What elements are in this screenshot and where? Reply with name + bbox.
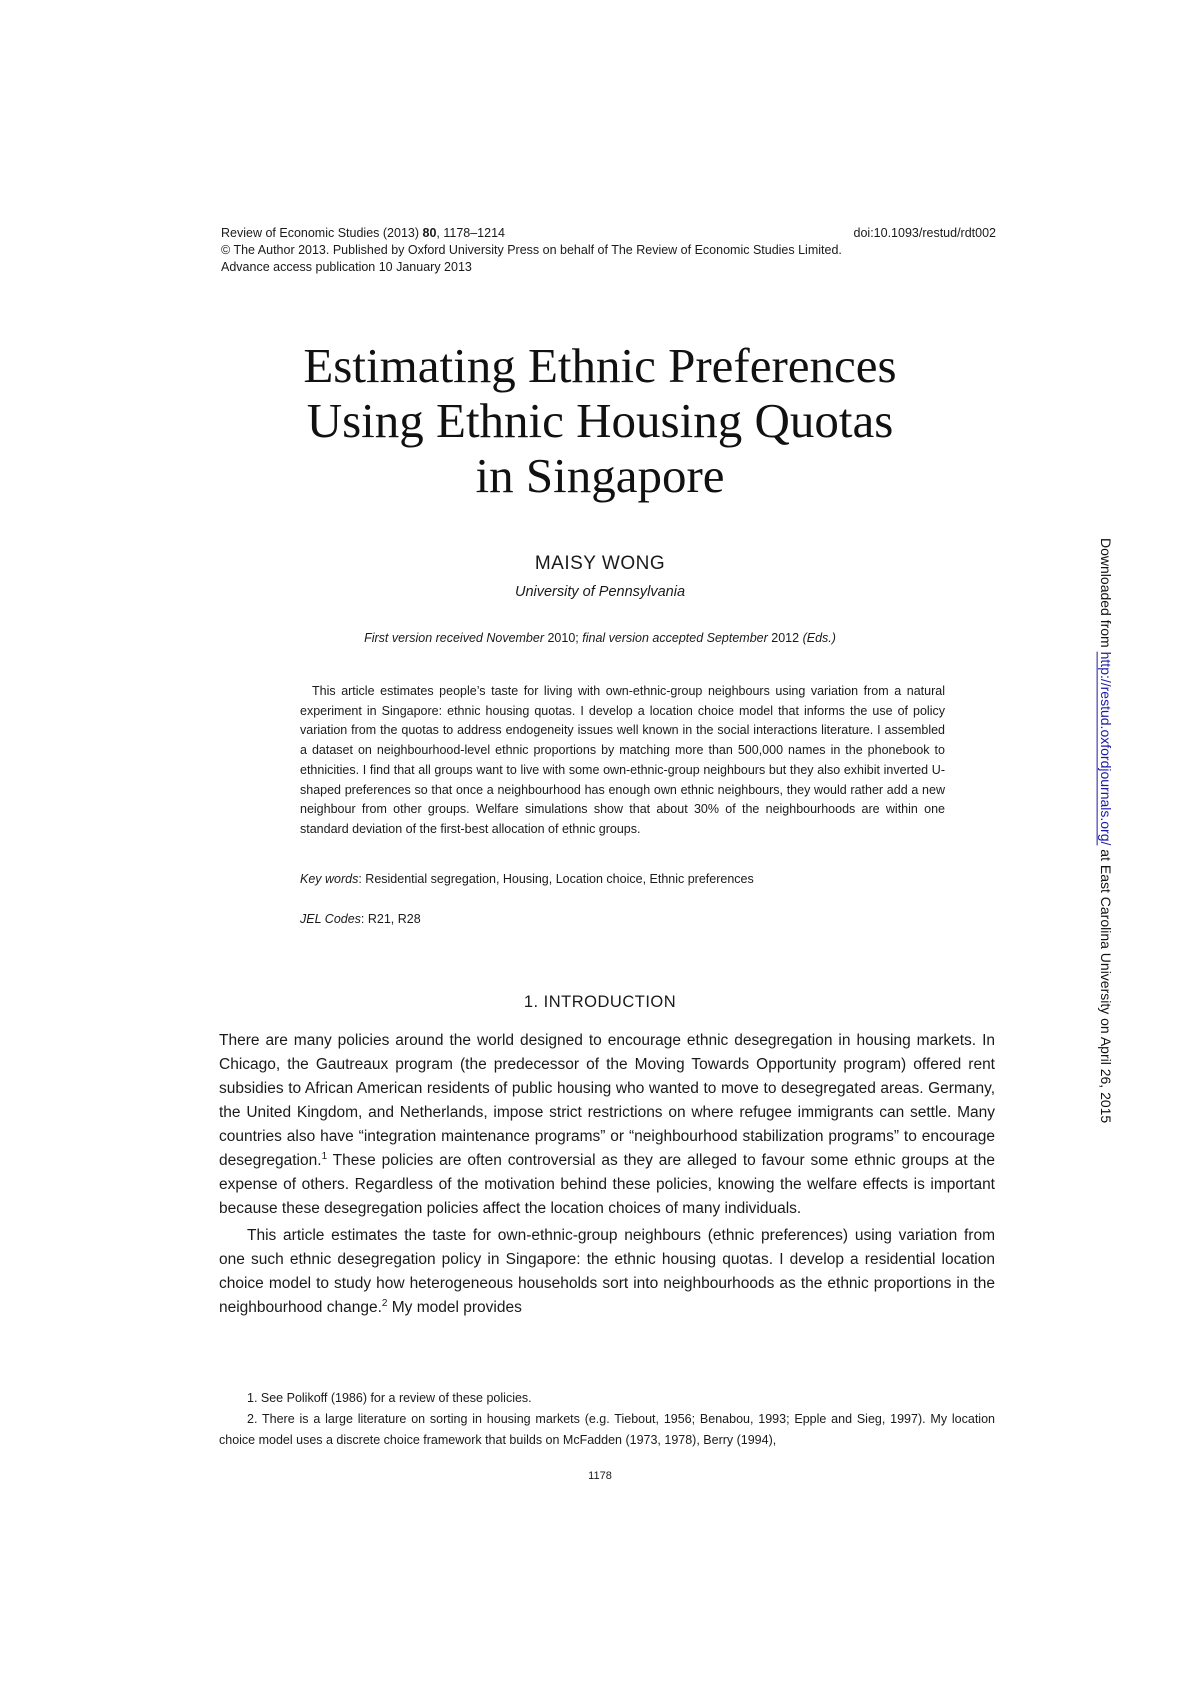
abstract: This article estimates people’s taste for living with own-ethnic-group neighbours using variation from a natural experiment in Singapore: ethnic housing quotas. I develop a location choice model that informs the use of policy variation from the quotas to address endogeneity issues well known in the social interactions literature. I assembled a dataset on neighbourhood-level ethnic proportions by matching more than 500,000 names in the phonebook to ethnicities. I find that all groups want to live with some own-ethnic-group neighbours but they also exhibit inverted U-shaped preferences so that once a neighbourhood has enough own ethnic neighbours, they would rather add a new neighbour from other groups. Welfare simulations show that about 30% of the neighbourhoods are within one standard deviation of the first-best allocation of ethnic groups. (300, 684, 945, 836)
footnote-ref-1[interactable]: 1 (321, 1150, 328, 1162)
journal-citation: Review of Economic Studies (2013) 80, 1178–1214 (221, 226, 505, 240)
footnote-1: 1. See Polikoff (1986) for a review of these policies. (247, 1391, 532, 1405)
body-text (219, 1029, 995, 1320)
paragraph: There are many policies around the world designed to encourage ethnic desegregation in housing markets. In Chicago, the Gautreaux program (the predecessor of the Moving Towards Opportunity program) offered rent subsidies to African American residents of public housing who wanted to move to desegregated areas. Germany, the United Kingdom, and Netherlands, impose strict restrictions on where refugee immigrants can settle. Many countries also have “integration maintenance programs” or “neighbourhood stabilization programs” to encourage desegregation.$^1$ These policies are often controversial as they are alleged to favour some ethnic groups at the expense of others. Regardless of the motivation behind these policies, knowing the welfare effects is important because these desegregation policies affect the location choices of many individuals. (219, 1032, 995, 1217)
footnote-2: 2. There is a large literature on sorting in housing markets (e.g. Tiebout, 1956; Benabou, 1993; Epple and Sieg, 1997). My location choice model uses a discrete choice framework that builds on McFadden (1973, 1978), Berry (1994), (219, 1412, 995, 1447)
footnotes (219, 1388, 995, 1451)
article-title: Estimating Ethnic Preferences Using Ethnic Housing Quotas in Singapore (303, 338, 897, 503)
advance-access-line: Advance access publication 10 January 2013 (221, 260, 472, 274)
author-name: MAISY WONG (534, 553, 666, 574)
page-number: 1178 (588, 1470, 612, 1482)
journal-volume: 80 (422, 226, 437, 240)
received-dates: First version received November 2010; final version accepted September 2012 (Eds.) (364, 631, 836, 645)
footnote-ref-2[interactable]: 2 (381, 1297, 388, 1309)
download-notice: Downloaded from http://restud.oxfordjournals.org/ at East Carolina University on April 26, 2015 (1098, 538, 1114, 1124)
section-heading-introduction: 1. INTRODUCTION (523, 993, 677, 1011)
journal-header (221, 225, 996, 276)
journal-link[interactable]: http://restud.oxfordjournals.org/ (1098, 651, 1114, 846)
copyright-line: © The Author 2013. Published by Oxford University Press on behalf of The Review of Economic Studies Limited. (221, 243, 842, 257)
author-affiliation: University of Pennsylvania (514, 584, 686, 600)
keywords: Key words: Residential segregation, Housing, Location choice, Ethnic preferences (300, 872, 754, 886)
doi: doi:10.1093/restud/rdt002 (853, 226, 996, 240)
jel-codes: JEL Codes: R21, R28 (300, 912, 421, 926)
paragraph: This article estimates the taste for own-ethnic-group neighbours (ethnic preferences) using variation from one such ethnic desegregation policy in Singapore: the ethnic housing quotas. I develop a residential location choice model to study how heterogeneous households sort into neighbourhoods as the ethnic proportions in the neighbourhood change.$^2$ My model provides (219, 1227, 995, 1316)
